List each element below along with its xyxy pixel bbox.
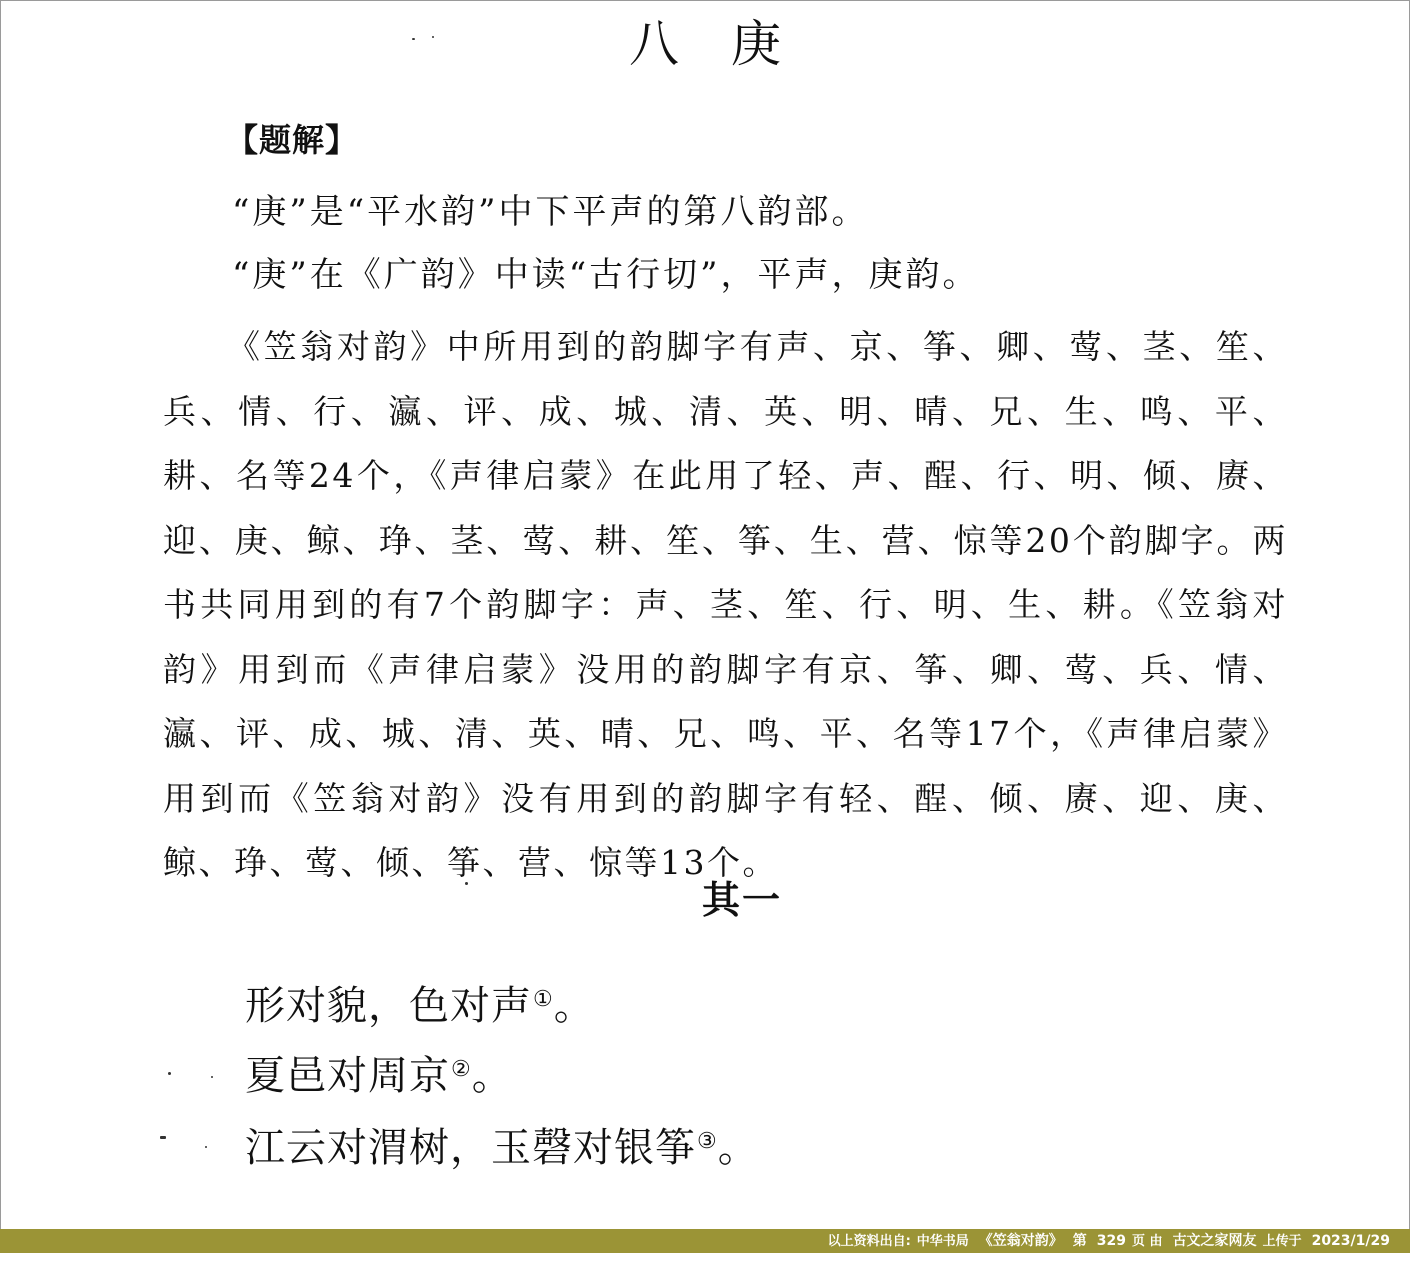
footer-page-word: 第	[1072, 1233, 1087, 1249]
poem-heading: 其一	[701, 877, 782, 922]
verse-end: 。	[553, 983, 595, 1029]
verse-end: 。	[717, 1125, 759, 1171]
footer-page-suffix: 页 由	[1132, 1234, 1163, 1249]
verse-line	[245, 978, 595, 1034]
footnote-marker[interactable]: ③	[697, 1129, 718, 1154]
source-footer	[0, 1229, 1410, 1253]
scan-speck	[205, 1146, 207, 1148]
intro-line-2: “庚”在《广韵》中读“古行切”，平声，庚韵。	[232, 255, 980, 295]
scan-speck	[168, 1072, 171, 1075]
footer-uploader[interactable]: 古文之家网友	[1172, 1233, 1257, 1249]
scan-speck	[160, 1136, 166, 1139]
scan-speck	[465, 882, 468, 885]
verse-end: 。	[471, 1053, 513, 1099]
scan-speck	[412, 38, 415, 40]
footer-date: 2023/1/29	[1311, 1233, 1390, 1249]
footer-book: 《笠翁对韵》	[978, 1233, 1063, 1249]
verse-text: 江云对渭树，玉磬对银筝	[245, 1125, 696, 1171]
footer-publisher: 中华书局	[916, 1234, 969, 1249]
scan-speck	[432, 36, 434, 38]
footnote-marker[interactable]: ②	[451, 1057, 472, 1082]
verse-line	[245, 1048, 513, 1104]
scan-speck	[211, 1076, 213, 1078]
footer-source-prefix: 以上资料出自:	[827, 1234, 911, 1249]
verse-text: 形对貌，色对声	[245, 983, 532, 1029]
intro-line-1: “庚”是“平水韵”中下平声的第八韵部。	[232, 192, 869, 232]
section-label-tijie: 【题解】	[226, 121, 359, 159]
rhyme-paragraph: 《笠翁对韵》中所用到的韵脚字有声、京、筝、卿、莺、茎、笙、兵、情、行、瀛、评、成、城、清、英、明、晴、兄、生、鸣、平、耕、名等24个，《声律启蒙》在此用了轻、声、酲、行、明、倾、赓、迎、庚、鲸、琤、茎、莺、耕、笙、筝、生、营、惊等20个韵脚字。两书共同用到的有7个韵脚字：声、茎、笙、行、明、生、耕。《笠翁对韵》用到而《声律启蒙》没用的韵脚字有京、筝、卿、莺、兵、情、瀛、评、成、城、清、英、晴、兄、鸣、平、名等17个，《声律启蒙》用到而《笠翁对韵》没有用到的韵脚字有轻、酲、倾、赓、迎、庚、鲸、琤、莺、倾、筝、营、惊等13个。	[163, 327, 1288, 882]
footer-uploaded-word: 上传于	[1262, 1234, 1302, 1249]
footnote-marker[interactable]: ①	[533, 987, 554, 1012]
verse-line	[245, 1120, 759, 1176]
verse-text: 夏邑对周京	[245, 1053, 450, 1099]
footer-page-number: 329	[1096, 1233, 1127, 1249]
chapter-title: 八庚	[629, 15, 833, 73]
